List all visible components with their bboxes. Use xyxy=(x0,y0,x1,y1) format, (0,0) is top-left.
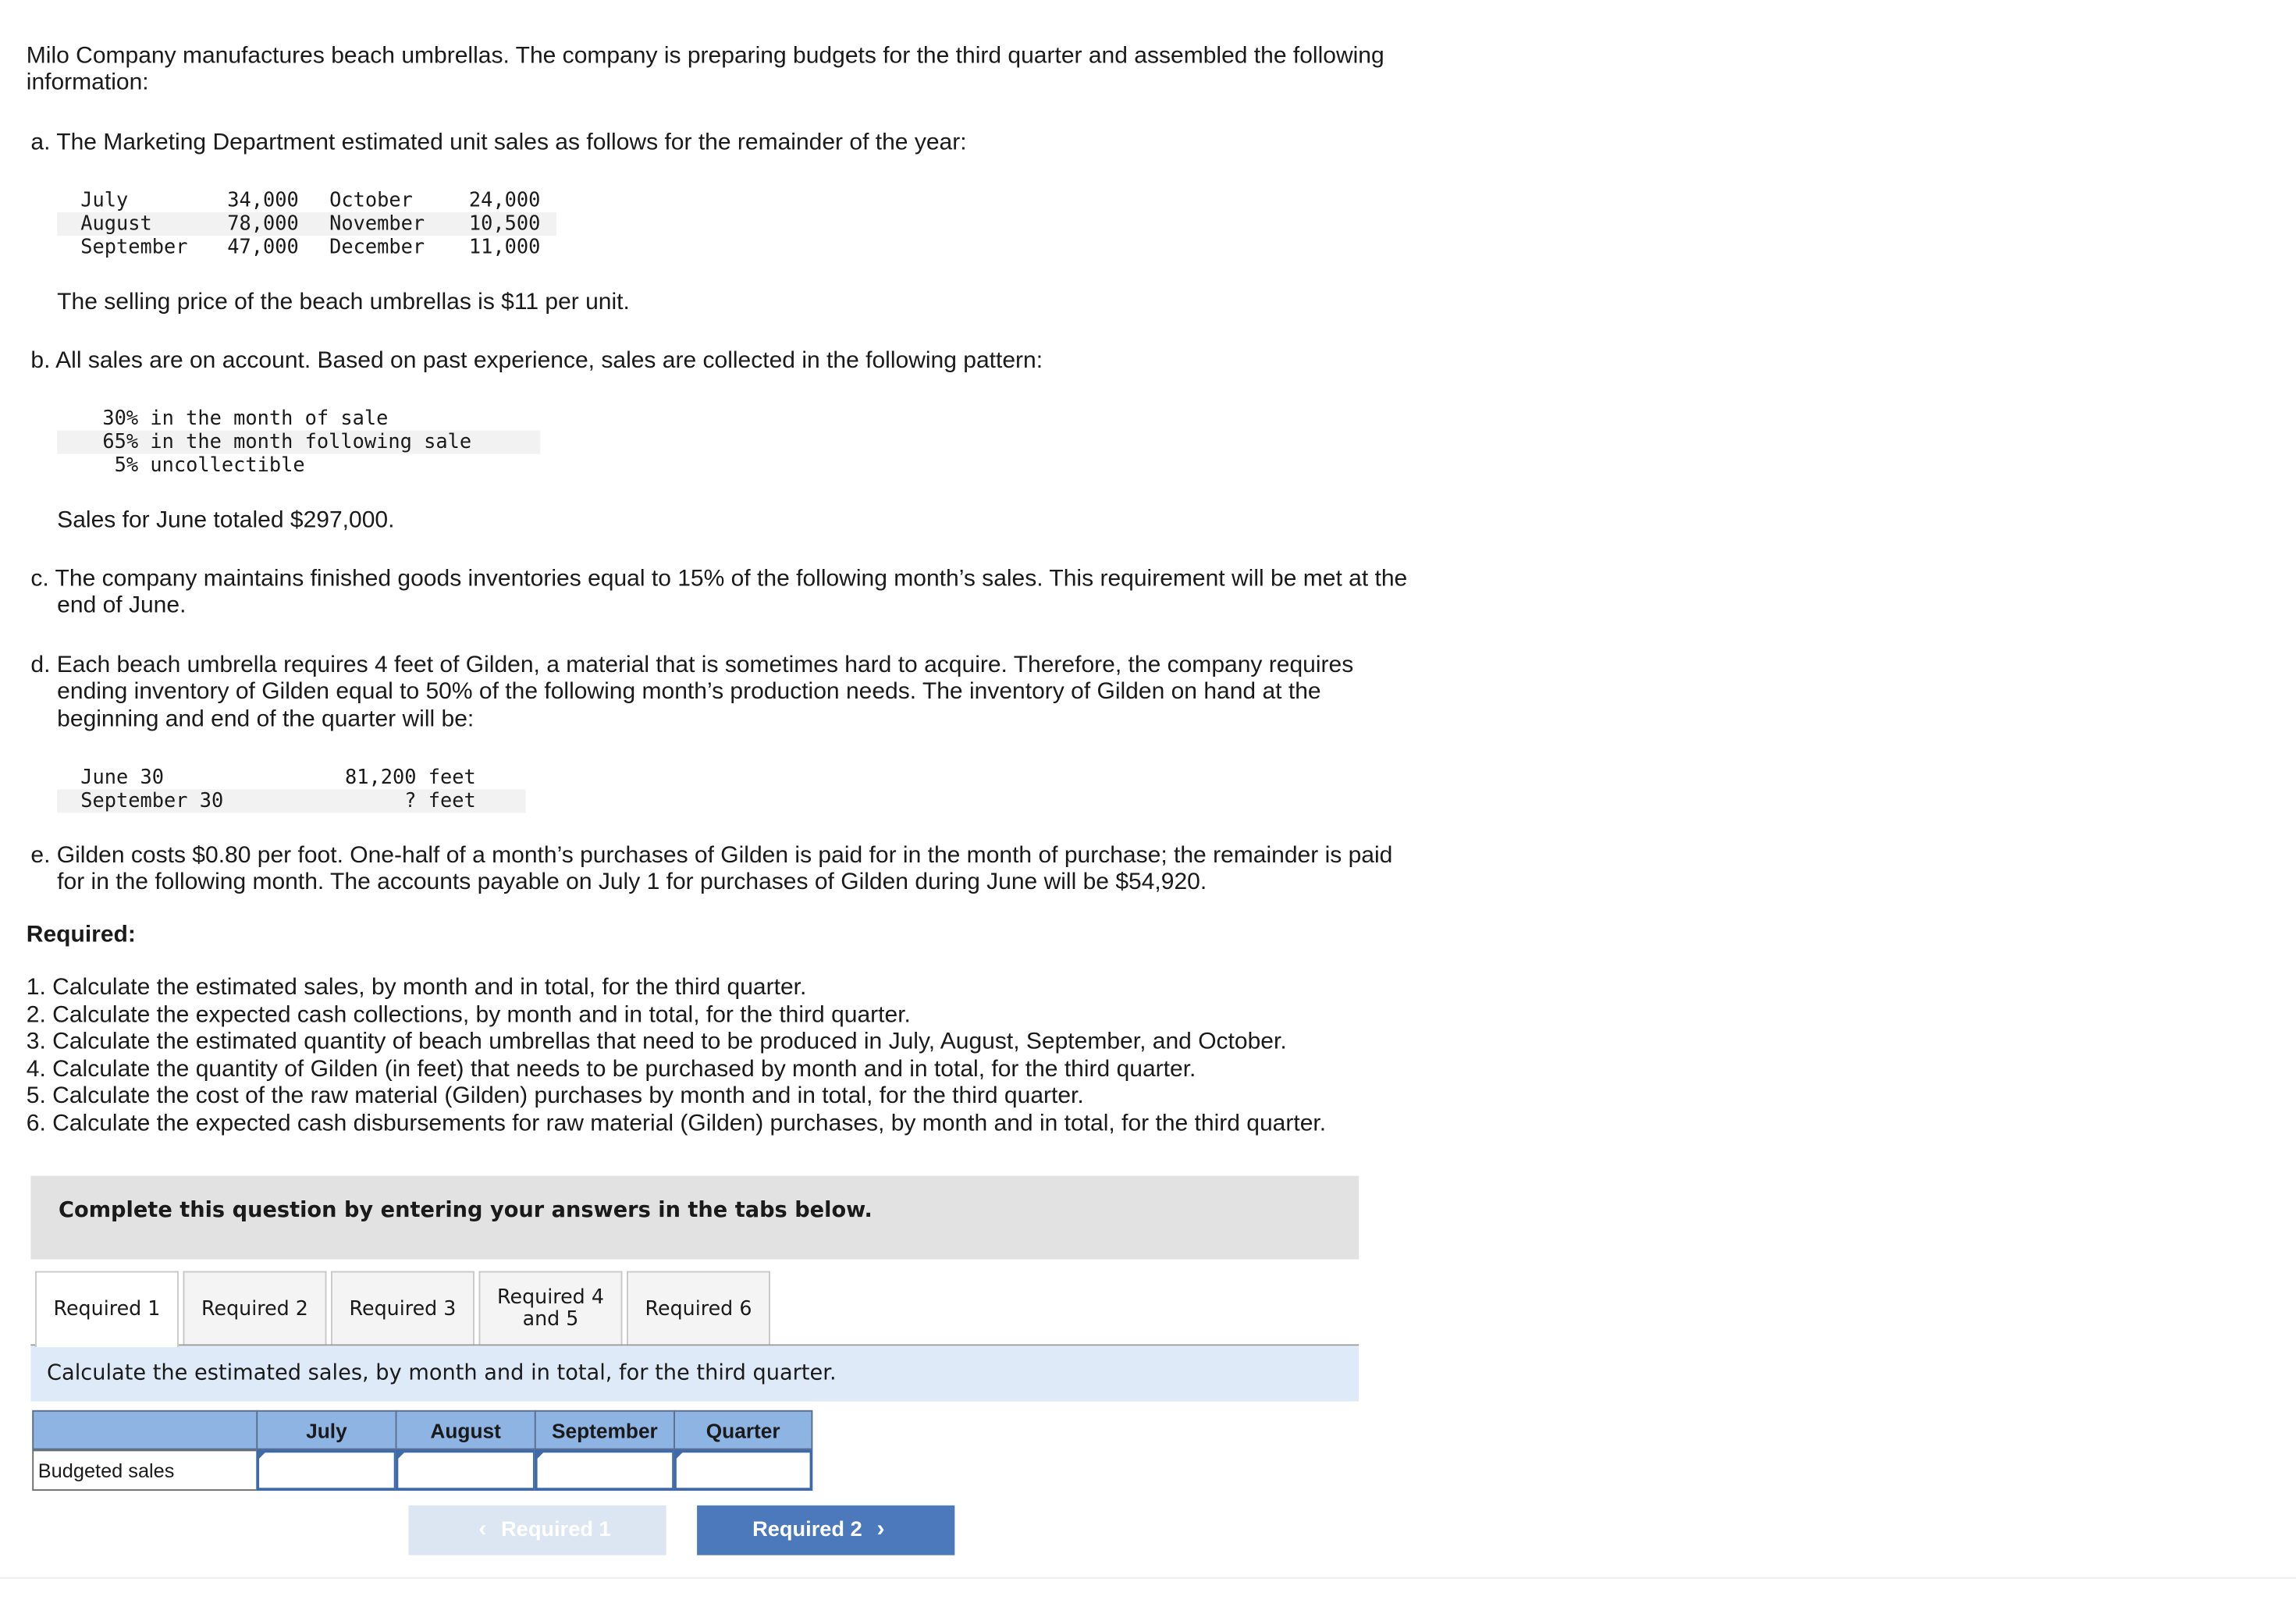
part-e-text-2: for in the following month. The accounts payable on July 1 for purchases of Gilden during June will be $54,920. xyxy=(57,869,1207,895)
price-text: The selling price of the beach umbrellas is $11 per unit. xyxy=(57,290,630,315)
unit-value: 10,500 xyxy=(468,212,541,236)
tab-required-4-and-5[interactable] xyxy=(479,1271,623,1346)
tab-required-1[interactable] xyxy=(35,1271,179,1348)
part-d-text: d. Each beach umbrella requires 4 feet of Gilden, a material that is sometimes hard to acquire. Therefore, the company requires xyxy=(30,652,1354,678)
month-label: October xyxy=(329,189,413,213)
row-label-cell xyxy=(32,1450,258,1491)
required-item: 3. Calculate the estimated quantity of beach umbrellas that need to be produced in July, August, September, and October. xyxy=(26,1029,1287,1055)
august-sales-input[interactable] xyxy=(398,1452,533,1488)
tab-label-line-2: and 5 xyxy=(522,1307,579,1331)
month-label: July xyxy=(80,189,129,213)
part-d-text-2: ending inventory of Gilden equal to 50% of the following month’s production needs. The inventory of Gilden on hand at the xyxy=(57,679,1321,705)
september-sales-cell xyxy=(535,1450,675,1491)
month-label: August xyxy=(80,212,152,236)
header-quarter: Quarter xyxy=(674,1410,812,1450)
intro-text: Milo Company manufactures beach umbrellas. The company is preparing budgets for the third quarter and assembled the following xyxy=(26,44,1384,69)
unit-value: 11,000 xyxy=(468,236,541,260)
tab-required-2[interactable] xyxy=(183,1271,327,1346)
date-label: June 30 xyxy=(80,766,164,790)
next-required-button[interactable] xyxy=(697,1506,954,1555)
header-september: September xyxy=(535,1410,675,1450)
tab-instruction-bar xyxy=(30,1346,1359,1401)
unit-value: 47,000 xyxy=(227,236,299,260)
next-button-label: Required 2 xyxy=(752,1518,862,1542)
required-list xyxy=(27,976,1326,1139)
august-sales-cell xyxy=(396,1450,536,1491)
month-label: September xyxy=(80,236,188,260)
required-item: 4. Calculate the quantity of Gilden (in feet) that needs to be purchased by month and in total, for the third quarter. xyxy=(26,1057,1196,1083)
required-heading: Required: xyxy=(26,923,136,947)
part-c-text-2: end of June. xyxy=(57,592,187,618)
part-c-text: c. The company maintains finished goods inventories equal to 15% of the following month’s sales. This requirement will be met at the xyxy=(30,567,1408,592)
part-a-text: a. The Marketing Department estimated unit sales as follows for the remainder of the year: xyxy=(30,130,967,155)
instruction-banner-text: Complete this question by entering your answers in the tabs below. xyxy=(59,1199,873,1223)
required-item: 2. Calculate the expected cash collections, by month and in total, for the third quarter. xyxy=(26,1002,911,1028)
footer-divider xyxy=(0,1577,2296,1579)
unit-value: 24,000 xyxy=(468,189,541,213)
june-sales-text: Sales for June totaled $297,000. xyxy=(57,508,395,533)
part-e-text: e. Gilden costs $0.80 per foot. One-half of a month’s purchases of Gilden is paid for in the month of purchase; the remainder is paid xyxy=(30,843,1393,869)
header-july: July xyxy=(256,1410,396,1450)
prev-required-button[interactable] xyxy=(408,1506,666,1555)
september-sales-input[interactable] xyxy=(538,1452,673,1488)
unit-value: 78,000 xyxy=(227,212,299,236)
collection-item: 30% in the month of sale xyxy=(102,407,389,431)
required-item: 6. Calculate the expected cash disbursements for raw material (Gilden) purchases, by month and in total, for the third quarter. xyxy=(26,1111,1327,1136)
unit-value: 34,000 xyxy=(227,189,299,213)
part-d-text-3: beginning and end of the quarter will be: xyxy=(57,707,474,733)
tab-instruction-text: Calculate the estimated sales, by month and in total, for the third quarter. xyxy=(47,1361,837,1385)
tab-required-6[interactable] xyxy=(627,1271,770,1346)
tab-label: Required 1 xyxy=(53,1297,161,1321)
header-blank xyxy=(32,1410,258,1450)
instruction-banner xyxy=(30,1176,1359,1260)
july-sales-cell xyxy=(256,1450,396,1491)
tab-required-3[interactable] xyxy=(331,1271,474,1346)
chevron-left-icon: ‹ xyxy=(478,1516,487,1542)
prev-button-label: Required 1 xyxy=(501,1518,611,1542)
feet-value: 81,200 feet xyxy=(345,766,476,790)
part-b-text: b. All sales are on account. Based on past experience, sales are collected in the following pattern: xyxy=(30,348,1043,374)
tab-label: Required 4 xyxy=(497,1285,604,1310)
required-item: 1. Calculate the estimated sales, by month and in total, for the third quarter. xyxy=(26,975,807,1001)
month-label: November xyxy=(329,212,425,236)
july-sales-input[interactable] xyxy=(259,1452,394,1488)
collection-item: 5% uncollectible xyxy=(102,453,305,478)
quarter-sales-cell xyxy=(674,1450,812,1491)
tab-label: Required 3 xyxy=(349,1296,457,1321)
month-label: December xyxy=(329,236,425,260)
quarter-sales-input[interactable] xyxy=(677,1452,810,1488)
header-august: August xyxy=(396,1410,536,1450)
intro-text-2: information: xyxy=(26,70,149,95)
required-item: 5. Calculate the cost of the raw material (Gilden) purchases by month and in total, for the third quarter. xyxy=(26,1084,1084,1110)
chevron-right-icon: › xyxy=(876,1516,885,1542)
tab-label: Required 6 xyxy=(645,1296,752,1321)
collection-item: 65% in the month following sale xyxy=(102,430,472,454)
tab-label: Required 2 xyxy=(201,1296,308,1321)
feet-value: ? feet xyxy=(404,789,476,813)
date-label: September 30 xyxy=(80,789,224,813)
row-label: Budgeted sales xyxy=(37,1459,175,1482)
